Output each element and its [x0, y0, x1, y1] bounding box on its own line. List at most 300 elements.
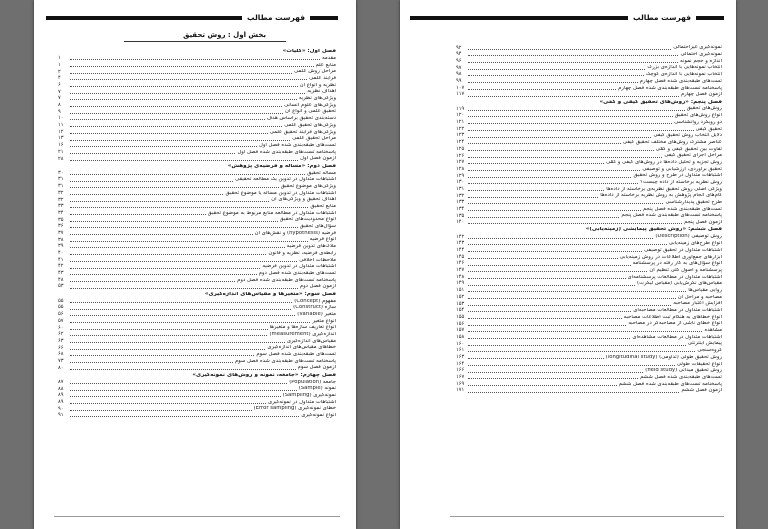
toc-page-number: ۵۵: [58, 297, 64, 304]
toc-leader-dots: [70, 72, 292, 74]
page-bottom-rule: [450, 516, 724, 517]
toc-leader-dots: [468, 115, 673, 117]
toc-leader-dots: [70, 105, 282, 107]
toc-entry-title: تفاوت بین تحقیق کیفی و کمّی: [655, 146, 722, 152]
toc-leader-dots: [468, 136, 651, 138]
toc-page-number: ۹: [58, 108, 61, 115]
toc-entry: [58, 128, 336, 135]
toc-entry: [456, 340, 722, 347]
toc-entry: [58, 317, 336, 324]
toc-page-number: ۱۴۴: [456, 247, 465, 254]
toc-page-number: ۱۰: [58, 115, 64, 122]
toc-entry-title: انواع محدودیت‌های تحقیق: [279, 217, 336, 223]
toc-leader-dots: [468, 142, 621, 144]
toc-entry-title: تحقیق علمی و انواع آن: [285, 109, 336, 115]
toc-entry: [456, 165, 722, 172]
toc-entry: [58, 223, 336, 230]
toc-leader-dots: [70, 287, 298, 289]
toc-page-number: ۱۲۰: [456, 112, 465, 119]
toc-leader-dots: [468, 350, 695, 352]
toc-leader-dots: [468, 330, 702, 332]
toc-leader-dots: [468, 103, 598, 104]
toc-entry: [58, 385, 336, 392]
toc-leader-dots: [70, 145, 257, 147]
toc-page-number: ۴: [58, 75, 61, 82]
toc-page-number: ۳۱: [58, 176, 64, 183]
toc-leader-dots: [468, 277, 626, 279]
toc-leader-dots: [468, 149, 654, 151]
toc-leader-dots: [468, 88, 616, 90]
toc-page-number: ۱۳۰: [456, 179, 465, 186]
toc-page-number: ۱۵۵: [456, 313, 465, 320]
page-header-bar: [410, 10, 724, 25]
toc-page-number: ۳۴: [58, 209, 64, 216]
toc-leader-dots: [468, 284, 635, 286]
toc-entry: [58, 378, 336, 385]
toc-entry: [58, 331, 336, 338]
toc-leader-dots: [468, 357, 604, 359]
toc-page-number: ۶: [58, 81, 61, 88]
toc-leader-dots: [70, 213, 206, 215]
toc-leader-dots: [70, 58, 320, 60]
toc-entry-title: ملاک‌های تدوین فرضیه: [286, 244, 336, 250]
toc-entry: [456, 219, 722, 226]
toc-entry-title: فصل ششم: «روش تحقیق پیمایشی (زمینه‌یابی)»: [585, 227, 722, 233]
toc-page-number: ۳۱: [58, 183, 64, 190]
toc-leader-dots: [70, 139, 290, 141]
toc-leader-dots: [70, 348, 265, 350]
toc-leader-dots: [70, 402, 266, 404]
toc-entry: [456, 300, 722, 307]
toc-entry-title: انتخاب نمونه‌هایی با اندازه‌ی بزرگ: [647, 65, 722, 71]
toc-entry: [58, 398, 336, 405]
toc-entry-title: مشاهده: [704, 328, 722, 334]
toc-leader-dots: [70, 368, 296, 370]
toc-entry: [456, 374, 722, 381]
toc-leader-dots: [70, 253, 266, 255]
toc-entry-title: روش نظریه برخاسته از داده چیست؟: [640, 180, 722, 186]
toc-entry-title: مقیاس‌های اندازه‌گیری: [286, 338, 336, 344]
toc-leader-dots: [70, 321, 310, 323]
toc-page-number: ۱۵۶: [456, 320, 465, 327]
toc-leader-dots: [468, 122, 672, 124]
toc-leader-dots: [70, 132, 268, 134]
toc-leader-dots: [468, 169, 640, 171]
toc-leader-dots: [468, 231, 584, 232]
toc-entry-title: پاسخنامه تست‌های طبقه‌بندی شده فصل دوم: [237, 277, 336, 283]
toc-entry: [456, 347, 722, 354]
toc-entry-title: نمونه (Sample): [298, 386, 336, 392]
toc-entry-title: تست‌های طبقه‌بندی شده فصل ششم: [640, 374, 722, 380]
toc-entry-title: نظریه و انواع آن: [299, 82, 336, 88]
toc-page-number: ۳۰: [58, 169, 64, 176]
toc-entry-title: سازه (Construct): [293, 305, 336, 311]
toc-entry-title: خطای نمونه‌گیری (Error sampling): [253, 406, 336, 412]
toc-page-number: ۱۲۶: [456, 152, 465, 159]
toc-page-number: ۱۶۴: [456, 360, 465, 367]
toc-entry-title: اندازه‌گیری (measurement): [269, 331, 336, 337]
toc-page-number: ۱۳۱: [456, 185, 465, 192]
toc-leader-dots: [70, 92, 305, 94]
toc-page-number: ۱۵۴: [456, 307, 465, 314]
toc-entry: [456, 44, 722, 51]
toc-entry: [456, 91, 722, 98]
toc-page-number: ۸۰: [58, 364, 64, 371]
toc-page-number: ۱۲۴: [456, 139, 465, 146]
toc-entry: [58, 392, 336, 399]
part-heading-underline: [124, 41, 286, 42]
toc-entry: [58, 263, 336, 270]
toc-chapter-heading: [456, 225, 722, 233]
toc-entry-title: دسته‌بندی تحقیق براساس هدف: [266, 116, 336, 122]
toc-page-number: ۳۲: [58, 189, 64, 196]
toc-entry-title: روش تحقیق میدانی (field study): [645, 368, 722, 374]
toc-page-number: ۱۴۵: [456, 253, 465, 260]
toc-entry-title: ویژگی‌های تحقیق علمی: [284, 122, 336, 128]
toc-page-number: ۱۷۱: [456, 387, 465, 394]
toc-leader-dots: [468, 250, 642, 252]
toc-page-number: ۳۲: [58, 196, 64, 203]
toc-entry: [58, 297, 336, 304]
toc-entry-title: دو رویکرد روانشناسی: [674, 119, 722, 125]
toc-leader-dots: [70, 53, 281, 54]
toc-entry: [58, 311, 336, 318]
toc-entry: [58, 216, 336, 223]
toc-entry: [58, 276, 336, 283]
toc-entry-title: روش تحقیق طولی (تداومی) (longitudinal study): [605, 354, 722, 360]
toc-entry-title: پاسخنامه تست‌های طبقه‌بندی شده فصل ششم: [618, 381, 722, 387]
toc-entry: [58, 81, 336, 88]
toc-leader-dots: [468, 202, 663, 204]
toc-entry: [456, 205, 722, 212]
toc-leader-dots: [70, 125, 282, 127]
toc-entry: [456, 273, 722, 280]
toc-page-number: ۱۶۱: [456, 347, 465, 354]
toc-leader-dots: [468, 337, 630, 339]
toc-leader-dots: [468, 304, 671, 306]
toc-entry: [456, 360, 722, 367]
toc-entry: [58, 189, 336, 196]
toc-entry: [58, 155, 336, 162]
toc-page-number: ۸۷: [58, 378, 64, 385]
toc-page-number: ۱۳۲: [456, 192, 465, 199]
toc-leader-dots: [70, 159, 298, 161]
toc-entry: [456, 64, 722, 71]
toc-entry-title: نمونه‌گیری غیراحتمالی: [673, 45, 722, 51]
toc-entry: [456, 212, 722, 219]
toc-page-number: ۹۷: [456, 64, 462, 71]
toc-leader-dots: [468, 68, 645, 70]
toc-leader-dots: [468, 182, 638, 184]
toc-leader-dots: [70, 341, 285, 343]
toc-page-number: ۱۱۷: [456, 91, 465, 98]
toc-leader-dots: [70, 85, 298, 87]
toc-entry: [58, 169, 336, 176]
toc-entry: [58, 203, 336, 210]
toc-entry-title: مقیاس‌های نگرش‌یابی (مقیاس لیکرت): [637, 281, 722, 287]
toc-page-left: [34, 0, 356, 529]
toc-entry: [58, 412, 336, 419]
toc-page-number: ۱۳۵: [456, 212, 465, 219]
toc-entry: [58, 243, 336, 250]
toc-entry-title: اشتباهات متداول در تحقیق توصیفی: [644, 247, 722, 253]
toc-page-number: ۸۹: [58, 398, 64, 405]
toc-leader-dots: [70, 328, 268, 330]
toc-page-right: [400, 0, 736, 529]
toc-entry: [58, 249, 336, 256]
toc-page-number: ۴۱: [58, 256, 64, 263]
toc-leader-dots: [70, 354, 254, 356]
toc-entry-title: اشتباهات متداول در مطالعات مشاهده‌ای: [632, 334, 722, 340]
page-title: فهرست مطالب: [628, 13, 696, 22]
toc-entry: [456, 125, 722, 132]
toc-leader-dots: [70, 152, 235, 154]
toc-entry-title: فرضیه (hypothesis) و نقش‌های آن: [254, 230, 336, 236]
toc-entry-title: انواع سؤال‌های به کار رفته در پرسشنامه: [632, 261, 722, 267]
toc-leader-dots: [468, 237, 653, 239]
toc-entry: [456, 84, 722, 91]
toc-entry: [58, 148, 336, 155]
toc-leader-dots: [468, 344, 686, 346]
toc-entry: [456, 145, 722, 152]
toc-entry: [58, 142, 336, 149]
toc-page-number: ۴۳: [58, 270, 64, 277]
toc-page-number: ۱۵۱: [456, 287, 465, 294]
toc-entry: [456, 179, 722, 186]
toc-page-number: ۱۲۵: [456, 145, 465, 152]
toc-entry: [58, 256, 336, 263]
toc-entry-title: اهداف نظریه: [307, 89, 336, 95]
toc-entry-title: منابع تحقیق: [310, 204, 336, 210]
toc-leader-dots: [468, 61, 678, 63]
toc-page-number: ۱۲۲: [456, 125, 465, 132]
toc-leader-dots: [468, 222, 682, 224]
toc-page-number: ۵۶: [58, 311, 64, 318]
toc-page-number: ۱۶۶: [456, 367, 465, 374]
toc-leader-dots: [468, 209, 641, 211]
toc-page-number: ۳۶: [58, 223, 64, 230]
toc-page-number: ۱۴۸: [456, 273, 465, 280]
toc-entry: [456, 57, 722, 64]
toc-entry: [58, 101, 336, 108]
toc-entry: [456, 132, 722, 139]
toc-entry-title: آزمون فصل چهارم: [680, 92, 722, 98]
toc-entry-title: نمونه‌گیری احتمالی: [680, 52, 722, 58]
toc-leader-dots: [70, 193, 223, 195]
toc-entry-title: تست‌های طبقه‌بندی شده فصل دوم: [258, 270, 336, 276]
toc-page-number: ۱۳۳: [456, 199, 465, 206]
toc-entry-title: مصاحبه و مراحل آن: [677, 294, 722, 300]
toc-page-number: ۶۲: [58, 331, 64, 338]
toc-leader-dots: [70, 226, 298, 228]
toc-entry-title: روش توصیفی (Description): [655, 234, 722, 240]
toc-entry-title: فصل دوم: «مسأله و فرضیه‌ی پژوهش»: [227, 163, 336, 169]
toc-leader-dots: [70, 361, 233, 363]
toc-entry-title: نمونه‌گیری (Sampling): [282, 393, 336, 399]
toc-entry-title: پاسخنامه تست‌های طبقه‌بندی شده فصل اول: [237, 149, 336, 155]
toc-entry: [58, 88, 336, 95]
toc-page-number: ۳۳: [58, 203, 64, 210]
toc-leader-dots: [468, 156, 662, 158]
toc-page-number: ۱۶: [58, 142, 64, 149]
toc-entry: [58, 135, 336, 142]
toc-page-number: ۱۲۱: [456, 119, 465, 126]
toc-entry-title: ملاحظات اخلاقی: [299, 257, 336, 263]
toc-leader-dots: [468, 317, 622, 319]
toc-entry-title: پیمایش اینترنتی: [687, 341, 722, 347]
toc-leader-dots: [70, 240, 308, 242]
toc-entry-title: سؤال‌های تحقیق: [299, 224, 336, 230]
toc-page-number: ۴۰: [58, 250, 64, 257]
toc-leader-dots: [468, 81, 638, 83]
toc-leader-dots: [70, 314, 295, 316]
toc-leader-dots: [70, 246, 285, 248]
toc-page-number: ۱۶۷: [456, 374, 465, 381]
toc-page-number: ۶۳: [58, 337, 64, 344]
page-header-bar: [46, 10, 338, 25]
toc-entry: [456, 51, 722, 58]
toc-entry-title: پاسخنامه تست‌های طبقه‌بندی شده فصل پنجم: [621, 213, 722, 219]
toc-page-number: ۲۱: [58, 148, 64, 155]
toc-entry-title: مسأله تحقیق: [307, 170, 336, 176]
toc-page-number: ۱۶۰: [456, 340, 465, 347]
toc-entry: [456, 313, 722, 320]
toc-entry: [58, 357, 336, 364]
toc-page-number: ۷۳: [58, 357, 64, 364]
toc-page-number: ۱۲: [58, 128, 64, 135]
toc-leader-dots: [70, 334, 267, 336]
toc-chapter-heading: [58, 162, 336, 170]
toc-page-number: ۵۷: [58, 317, 64, 324]
toc-entry: [456, 333, 722, 340]
toc-leader-dots: [70, 376, 190, 377]
toc-page-number: ۱۶۳: [456, 354, 465, 361]
toc-page-number: ۹۴: [456, 51, 462, 58]
toc-entry-title: اشتباهات متداول در تدوین فرضیه: [262, 264, 336, 270]
toc-entry-title: فصل سوم: «متغیرها و مقیاس‌های اندازه‌گیری»: [204, 291, 336, 297]
toc-entry-title: انواع متغیر: [312, 318, 336, 324]
toc-entry-title: تست‌های طبقه‌بندی شده فصل پنجم: [642, 206, 722, 212]
toc-leader-dots: [468, 377, 638, 379]
toc-entry: [58, 75, 336, 82]
toc-entry-title: فصل پنجم: «روش‌های تحقیق کیفی و کمّی»: [599, 99, 722, 105]
toc-leader-dots: [70, 308, 291, 310]
toc-page-number: ۸۹: [58, 392, 64, 399]
toc-entry-title: اشتباهات متداول در مطالعات مصاحبه‌ای: [633, 308, 722, 314]
toc-page-number: ۱۴۷: [456, 267, 465, 274]
toc-entry-title: گروه‌سنجی: [697, 348, 722, 354]
toc-page-number: ۱۴۳: [456, 240, 465, 247]
toc-leader-dots: [468, 270, 647, 272]
toc-entry: [456, 118, 722, 125]
toc-leader-dots: [468, 162, 604, 164]
toc-entry-title: روایی مقیاس‌ها: [688, 287, 722, 293]
toc-page-number: ۳۷: [58, 229, 64, 236]
toc-leader-dots: [70, 233, 253, 235]
toc-leader-dots: [468, 176, 631, 178]
toc-page-number: ۱۵۸: [456, 333, 465, 340]
toc-entry-title: مراحل روش علمی: [294, 69, 336, 75]
toc-entry: [456, 159, 722, 166]
toc-leader-dots: [70, 220, 278, 222]
toc-leader-dots: [70, 65, 314, 67]
toc-leader-dots: [468, 364, 675, 366]
toc-entry-title: دلایل انتخاب روش تحقیق کیفی: [653, 133, 722, 139]
toc-entry-title: ویژگی‌های موضوع تحقیق: [280, 183, 336, 189]
toc-entry: [456, 307, 722, 314]
toc-entry: [456, 105, 722, 112]
toc-entry-title: افزایش اعتبار مصاحبه: [673, 301, 722, 307]
toc-entry: [58, 344, 336, 351]
toc-page-number: ۱۳: [58, 135, 64, 142]
toc-page-number: ۱۵۳: [456, 300, 465, 307]
toc-entry: [58, 351, 336, 358]
toc-page-number: ۹۶: [456, 57, 462, 64]
toc-page-number: ۹۱: [58, 412, 64, 419]
part-heading: بخش اول : روش تحقیق: [183, 31, 266, 39]
toc-leader-dots: [468, 189, 604, 191]
toc-entry-title: آزمون فصل اول: [300, 156, 336, 162]
toc-list-right: [456, 44, 722, 522]
toc-entry: [58, 236, 336, 243]
toc-page-number: ۳۹: [58, 243, 64, 250]
toc-entry-title: جامعه (Population): [289, 379, 336, 385]
toc-leader-dots: [70, 389, 297, 391]
toc-leader-dots: [70, 395, 281, 397]
toc-leader-dots: [70, 167, 226, 168]
toc-entry-title: تحقیق برآوردی، ارزشیابی و توصیفی: [642, 166, 722, 172]
toc-entry: [456, 267, 722, 274]
toc-entry: [456, 192, 722, 199]
toc-entry-title: اشتباهات متداول در تدوین یک مطالعه تحقیقی: [235, 177, 336, 183]
toc-entry: [456, 287, 722, 294]
toc-leader-dots: [468, 109, 685, 111]
toc-entry: [58, 364, 336, 371]
toc-entry-title: آزمون فصل پنجم: [683, 220, 722, 226]
toc-page-number: ۱۴۰: [456, 219, 465, 226]
toc-leader-dots: [70, 273, 257, 275]
toc-leader-dots: [468, 371, 643, 373]
toc-entry-title: ابزارهای جمع‌آوری اطلاعات در روش زمینه‌یابی: [619, 254, 722, 260]
toc-leader-dots: [70, 78, 307, 80]
toc-page-number: ۸۸: [58, 385, 64, 392]
toc-leader-dots: [468, 48, 671, 50]
toc-entry-title: انواع خطاهای به هنگام ثبت اطلاعات مصاحبه: [623, 314, 722, 320]
toc-entry: [456, 353, 722, 360]
toc-page-number: ۳۵: [58, 216, 64, 223]
toc-entry-title: انواع تعاریف سازه‌ها و متغیرها: [269, 325, 336, 331]
toc-entry-title: مفهوم (Concept): [294, 298, 336, 304]
toc-entry: [58, 209, 336, 216]
toc-entry: [58, 337, 336, 344]
toc-leader-dots: [468, 310, 631, 312]
toc-chapter-heading: [58, 47, 336, 55]
toc-page-number: ۱۴۶: [456, 260, 465, 267]
toc-leader-dots: [70, 206, 308, 208]
toc-entry-title: عناصر مشترک روش‌های مختلف تحقیق کیفی: [622, 139, 722, 145]
toc-entry: [456, 233, 722, 240]
toc-entry: [58, 121, 336, 128]
toc-page-number: ۶۶: [58, 344, 64, 351]
toc-page-number: ۵۵: [58, 304, 64, 311]
toc-entry-title: آزمون فصل سوم: [297, 365, 336, 371]
toc-entry-title: منابع علم: [315, 62, 336, 68]
toc-entry: [456, 112, 722, 119]
toc-chapter-heading: [456, 98, 722, 106]
toc-page-number: ۱: [58, 55, 61, 62]
toc-entry-title: فرایند علمی: [309, 76, 336, 82]
toc-page-number: ۹۲: [456, 44, 462, 51]
